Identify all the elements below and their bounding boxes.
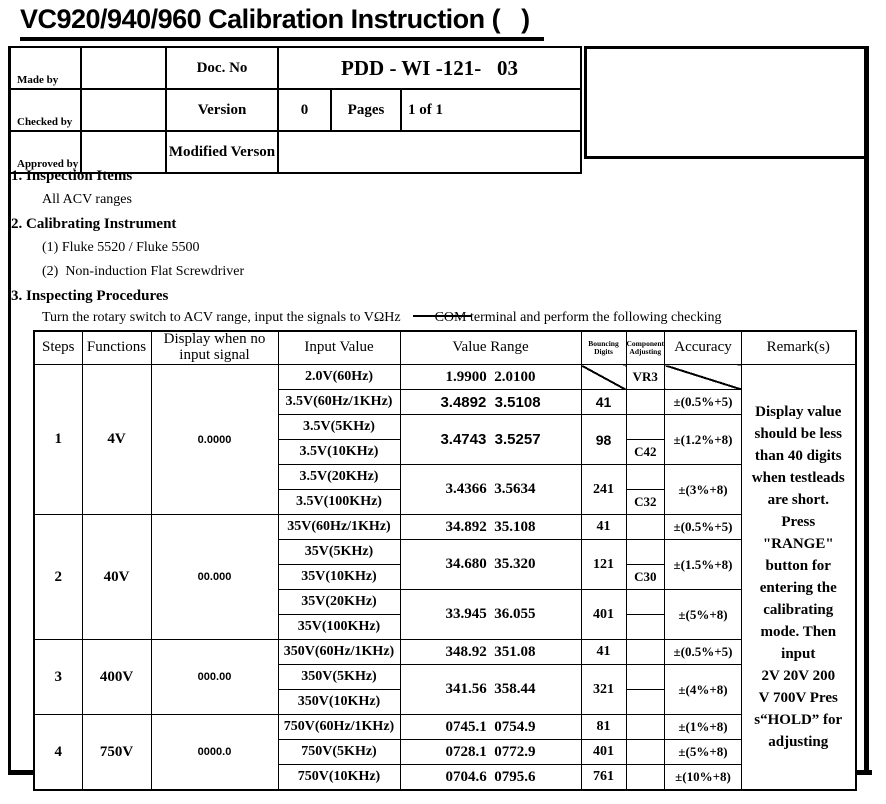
accuracy-cell (665, 365, 742, 390)
accuracy-cell: ±(0.5%+5) (665, 390, 742, 415)
page-title: VC920/940/960 Calibration Instruction ( ) (20, 4, 544, 41)
value-range-cell: 34.892 35.108 (400, 515, 581, 540)
section-heading-procedures: 3. Inspecting Procedures (11, 288, 169, 304)
calibrating-item-1: (1) Fluke 5520 / Fluke 5500 (42, 240, 200, 255)
accuracy-cell: ±(0.5%+5) (665, 640, 742, 665)
value-range-cell: 341.56 358.44 (400, 665, 581, 715)
made-by-label: Made by (9, 47, 81, 89)
bouncing-digits-cell: 41 (581, 640, 626, 665)
pages-label: Pages (331, 89, 401, 131)
modified-version-value (278, 131, 581, 173)
input-value-cell: 35V(60Hz/1KHz) (278, 515, 400, 540)
doc-info-row (9, 131, 581, 173)
value-range-cell: 34.680 35.320 (400, 540, 581, 590)
calibrating-item-2: (2) Non-induction Flat Screwdriver (42, 264, 245, 279)
inspection-item: All ACV ranges (42, 192, 132, 207)
col-header-display: Display when no input signal (151, 331, 278, 365)
component-cell: C42 (626, 440, 665, 465)
accuracy-cell: ±(1%+8) (665, 715, 742, 740)
input-value-cell: 350V(60Hz/1KHz) (278, 640, 400, 665)
input-value-cell: 35V(100KHz) (278, 615, 400, 640)
made-by-value (81, 47, 166, 89)
step-cell: 3 (34, 640, 82, 715)
input-value-cell: 3.5V(5KHz) (278, 415, 400, 440)
function-cell: 750V (82, 715, 151, 791)
component-cell: C32 (626, 490, 665, 515)
accuracy-cell: ±(3%+8) (665, 465, 742, 515)
approved-by-value (81, 131, 166, 173)
col-header-remarks: Remark(s) (742, 331, 856, 365)
modified-version-label: Modified Verson (166, 131, 278, 173)
component-cell (626, 665, 665, 690)
col-header-value-range: Value Range (400, 331, 581, 365)
doc-info-row (9, 89, 581, 131)
procedure-note-part2: COM terminal and perform the following checking (434, 310, 722, 325)
accuracy-cell: ±(4%+8) (665, 665, 742, 715)
col-header-input-value: Input Value (278, 331, 400, 365)
input-value-cell: 35V(10KHz) (278, 565, 400, 590)
input-value-cell: 35V(20KHz) (278, 590, 400, 615)
version-value: 0 (278, 89, 331, 131)
value-range-cell: 0704.6 0795.6 (400, 765, 581, 791)
value-range-cell: 3.4743 3.5257 (400, 415, 581, 465)
doc-info-row (9, 47, 581, 89)
col-header-bouncing-digits: Bouncing Digits (581, 331, 626, 365)
section-heading-calibrating: 2. Calibrating Instrument (11, 216, 177, 232)
value-range-cell: 3.4366 3.5634 (400, 465, 581, 515)
procedure-table (33, 330, 857, 791)
col-header-component-adjusting: Component Adjusting (626, 331, 665, 365)
display-cell: 0.0000 (151, 365, 278, 515)
table-row (34, 515, 856, 540)
remark-cell: Display value should be less than 40 digits when testleads are short. Press "RANGE" button for entering the calibrating mode. Then input 2V 20V 200 V 700V Pres s“HOLD” for adjusting (742, 365, 856, 791)
component-cell (626, 590, 665, 615)
component-cell (626, 390, 665, 415)
accuracy-cell: ±(10%+8) (665, 765, 742, 791)
function-cell: 40V (82, 515, 151, 640)
component-cell (626, 615, 665, 640)
bouncing-digits-cell: 121 (581, 540, 626, 590)
input-value-cell: 750V(5KHz) (278, 740, 400, 765)
accuracy-cell: ±(0.5%+5) (665, 515, 742, 540)
section-heading-inspection: 1. Inspection Items (11, 168, 133, 184)
procedure-table-body (34, 365, 856, 791)
bouncing-digits-cell (581, 365, 626, 390)
procedure-note (42, 310, 722, 326)
procedure-table-head (34, 331, 856, 365)
component-cell (626, 640, 665, 665)
bouncing-digits-cell: 98 (581, 415, 626, 465)
function-cell: 400V (82, 640, 151, 715)
pages-value: 1 of 1 (401, 89, 581, 131)
value-range-cell: 1.9900 2.0100 (400, 365, 581, 390)
value-range-cell: 3.4892 3.5108 (400, 390, 581, 415)
input-value-cell: 3.5V(60Hz/1KHz) (278, 390, 400, 415)
version-label: Version (166, 89, 278, 131)
display-cell: 000.00 (151, 640, 278, 715)
doc-no-value: PDD - WI -121- 03 (278, 47, 581, 89)
input-value-cell: 2.0V(60Hz) (278, 365, 400, 390)
step-cell: 4 (34, 715, 82, 791)
table-row (34, 640, 856, 665)
component-cell (626, 715, 665, 740)
bouncing-digits-cell: 41 (581, 515, 626, 540)
procedure-note-part1: Turn the rotary switch to ACV range, input the signals to VΩHz (42, 310, 401, 325)
col-header-functions: Functions (82, 331, 151, 365)
bouncing-digits-cell: 241 (581, 465, 626, 515)
col-header-accuracy: Accuracy (665, 331, 742, 365)
component-cell (626, 690, 665, 715)
input-value-cell: 3.5V(100KHz) (278, 490, 400, 515)
display-cell: 0000.0 (151, 715, 278, 791)
step-cell: 1 (34, 365, 82, 515)
doc-info-table (8, 46, 582, 174)
bouncing-digits-cell: 321 (581, 665, 626, 715)
component-cell: C30 (626, 565, 665, 590)
table-row (34, 715, 856, 740)
checked-by-value (81, 89, 166, 131)
component-cell (626, 415, 665, 440)
component-cell (626, 515, 665, 540)
value-range-cell: 0728.1 0772.9 (400, 740, 581, 765)
input-value-cell: 350V(5KHz) (278, 665, 400, 690)
input-value-cell: 35V(5KHz) (278, 540, 400, 565)
accuracy-cell: ±(1.5%+8) (665, 540, 742, 590)
bouncing-digits-cell: 401 (581, 740, 626, 765)
input-value-cell: 3.5V(20KHz) (278, 465, 400, 490)
accuracy-cell: ±(5%+8) (665, 590, 742, 640)
col-header-steps: Steps (34, 331, 82, 365)
function-cell: 4V (82, 365, 151, 515)
component-cell (626, 765, 665, 791)
bouncing-digits-cell: 41 (581, 390, 626, 415)
bouncing-digits-cell: 81 (581, 715, 626, 740)
input-value-cell: 750V(10KHz) (278, 765, 400, 791)
value-range-cell: 33.945 36.055 (400, 590, 581, 640)
accuracy-cell: ±(5%+8) (665, 740, 742, 765)
bouncing-digits-cell: 761 (581, 765, 626, 791)
checked-by-label: Checked by (9, 89, 81, 131)
approved-by-label: Approved by (9, 131, 81, 173)
component-cell: VR3 (626, 365, 665, 390)
bouncing-digits-cell: 401 (581, 590, 626, 640)
component-cell (626, 540, 665, 565)
display-cell: 00.000 (151, 515, 278, 640)
component-cell (626, 465, 665, 490)
value-range-cell: 0745.1 0754.9 (400, 715, 581, 740)
table-row (34, 365, 856, 390)
step-cell: 2 (34, 515, 82, 640)
input-value-cell: 3.5V(10KHz) (278, 440, 400, 465)
doc-no-label: Doc. No (166, 47, 278, 89)
input-value-cell: 350V(10KHz) (278, 690, 400, 715)
accuracy-cell: ±(1.2%+8) (665, 415, 742, 465)
header-blank-box (584, 46, 867, 159)
component-cell (626, 740, 665, 765)
value-range-cell: 348.92 351.08 (400, 640, 581, 665)
input-value-cell: 750V(60Hz/1KHz) (278, 715, 400, 740)
dash-line (413, 315, 471, 317)
